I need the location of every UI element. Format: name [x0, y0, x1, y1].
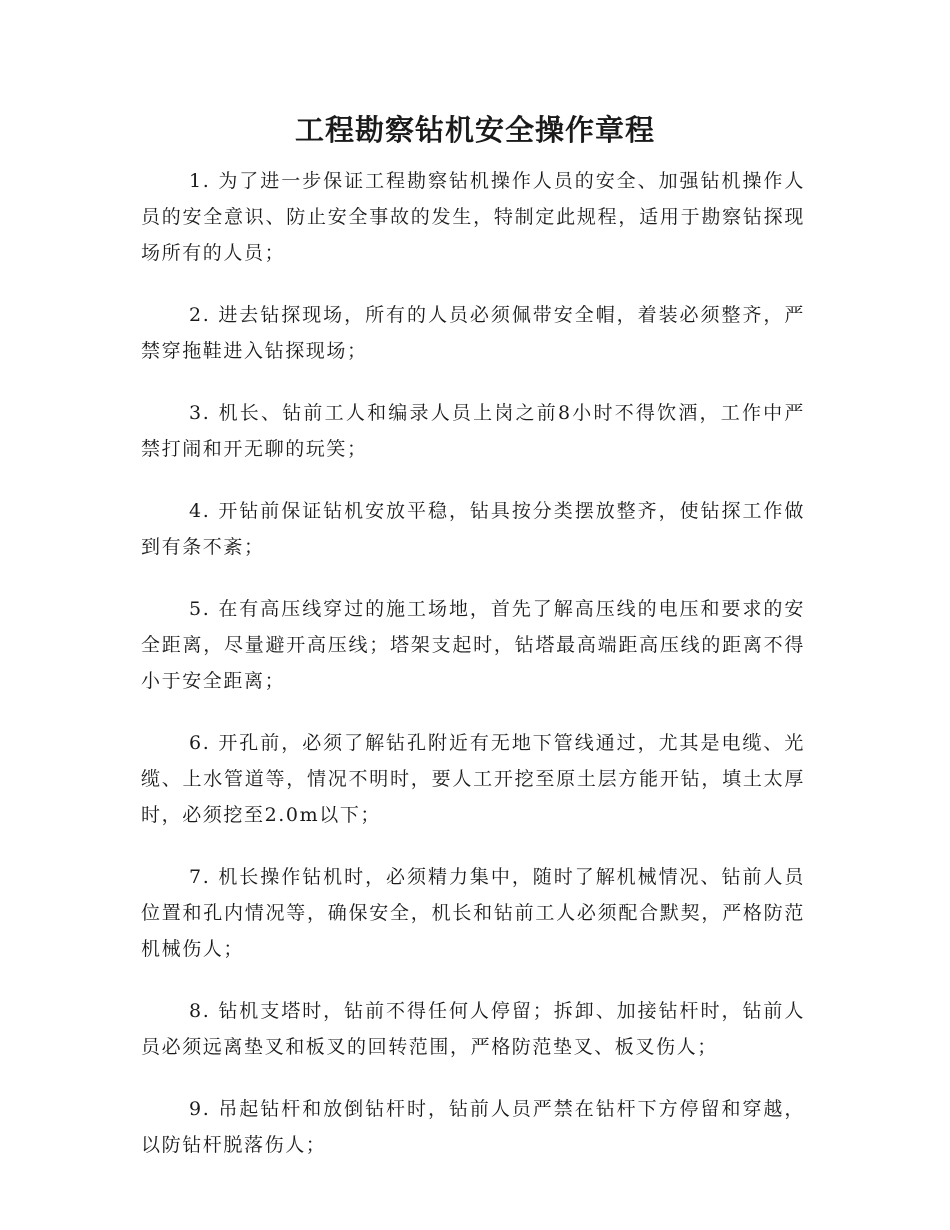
paragraph-2: 2. 进去钻探现场，所有的人员必须佩带安全帽，着装必须整齐，严禁穿拖鞋进入钻探现场；: [141, 304, 805, 362]
document-title: 工程勘察钻机安全操作章程: [294, 113, 655, 147]
paragraph-7: 7. 机长操作钻机时，必须精力集中，随时了解机械情况、钻前人员位置和孔内情况等，确保安全，机长和钻前工人必须配合默契，严格防范机械伤人；: [141, 866, 805, 960]
paragraph-6: 6. 开孔前，必须了解钻孔附近有无地下管线通过，尤其是电缆、光缆、上水管道等，情况不明时，要人工开挖至原土层方能开钻，填土太厚时，必须挖至2.0m以下；: [141, 732, 805, 826]
paragraph-1: 1. 为了进一步保证工程勘察钻机操作人员的安全、加强钻机操作人员的安全意识、防止安全事故的发生，特制定此规程，适用于勘察钻探现场所有的人员；: [141, 170, 805, 264]
paragraph-8: 8. 钻机支塔时，钻前不得任何人停留；拆卸、加接钻杆时，钻前人员必须远离垫叉和板叉的回转范围，严格防范垫叉、板叉伤人；: [141, 1000, 805, 1058]
paragraph-5: 5. 在有高压线穿过的施工场地，首先了解高压线的电压和要求的安全距离，尽量避开高压线；塔架支起时，钻塔最高端距高压线的距离不得小于安全距离；: [141, 598, 805, 692]
paragraph-4: 4. 开钻前保证钻机安放平稳，钻具按分类摆放整齐，使钻探工作做到有条不紊；: [141, 500, 805, 558]
paragraph-3: 3. 机长、钻前工人和编录人员上岗之前8小时不得饮酒，工作中严禁打闹和开无聊的玩笑；: [141, 402, 805, 460]
document-body: [141, 163, 805, 1189]
paragraph-9: 9. 吊起钻杆和放倒钻杆时，钻前人员严禁在钻杆下方停留和穿越，以防钻杆脱落伤人；: [141, 1098, 805, 1156]
